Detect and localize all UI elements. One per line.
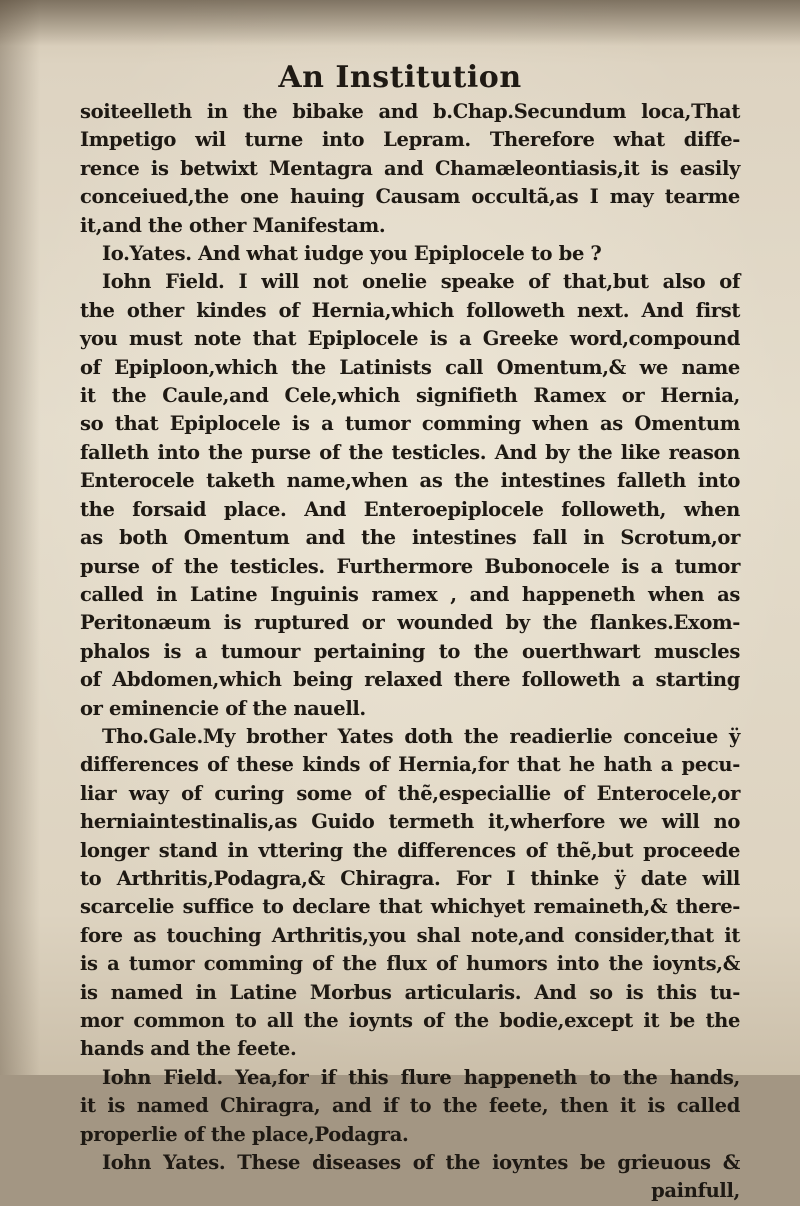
text-line: soiteelleth in the bibake and b.Chap.Secundum loca,That <box>80 100 740 123</box>
text-line: Enterocele taketh name,when as the intestines falleth into <box>80 469 740 493</box>
text-line: as both Omentum and the intestines fall in Scrotum,or <box>80 526 740 550</box>
text-line: falleth into the purse of the testicles. And by the like reason <box>80 440 740 464</box>
text-line: of Abdomen,which being relaxed there followeth a starting <box>80 668 740 692</box>
text-line: Iohn Field. Yea,for if this flure happeneth to the hands, <box>102 1065 740 1089</box>
text-line: purse of the testicles. Furthermore Bubonocele is a tumor <box>80 554 740 578</box>
text-line: or eminencie of the nauell. <box>80 696 366 720</box>
text-line: hands and the feete. <box>80 1037 297 1061</box>
running-head: An Institution <box>278 60 522 95</box>
text-line: Io.Yates. And what iudge you Epiplocele to be ? <box>102 242 602 266</box>
text-line: the other kindes of Hernia,which followeth next. And first <box>80 298 740 322</box>
text-line: to Arthritis,Podagra,& Chiragra. For I thinke ÿ date will <box>80 866 740 890</box>
text-line: Iohn Field. I will not onelie speake of that,but also of <box>102 270 740 294</box>
body-text <box>80 98 740 1206</box>
text-line: fore as touching Arthritis,you shal note,and consider,that it <box>80 923 740 947</box>
text-line: herniaintestinalis,as Guido termeth it,wherfore we will no <box>80 810 740 834</box>
text-line: of Epiploon,which the Latinists call Omentum,& we name <box>80 355 740 379</box>
text-line: longer stand in vttering the differences of thẽ,but proceede <box>80 838 740 862</box>
page-gutter-shadow <box>0 0 40 1075</box>
text-line: differences of these kinds of Hernia,for that he hath a pecu- <box>80 753 740 777</box>
text-line: phalos is a tumour pertaining to the ouerthwart muscles <box>80 639 740 663</box>
text-line: Impetigo wil turne into Lepram. Therefore what diffe- <box>80 128 740 152</box>
text-line: the forsaid place. And Enteroepiplocele followeth, when <box>80 497 740 521</box>
text-line: rence is betwixt Mentagra and Chamæleontiasis,it is easily <box>80 156 740 180</box>
text-line: Iohn Yates. These diseases of the ioyntes be grieuous & <box>102 1151 740 1175</box>
catchword: painfull, <box>651 1179 740 1203</box>
text-line: it is named Chiragra, and if to the feete, then it is called <box>80 1094 740 1118</box>
text-line: Peritonæum is ruptured or wounded by the flankes.Exom- <box>80 611 740 635</box>
text-line: it the Caule,and Cele,which signifieth Ramex or Hernia, <box>80 384 740 408</box>
text-line: it,and the other Manifestam. <box>80 213 386 237</box>
text-line: conceiued,the one hauing Causam occultã,as I may tearme <box>80 185 740 209</box>
text-line: properlie of the place,Podagra. <box>80 1122 409 1146</box>
page-top-shadow <box>0 0 800 46</box>
text-line: so that Epiplocele is a tumor comming when as Omentum <box>80 412 740 436</box>
text-line: you must note that Epiplocele is a Greeke word,compound <box>80 327 740 351</box>
text-line: mor common to all the ioynts of the bodie,except it be the <box>80 1009 740 1032</box>
text-line: scarcelie suffice to declare that whichyet remaineth,& there- <box>80 895 740 919</box>
text-line: Tho.Gale.My brother Yates doth the readierlie conceiue ÿ <box>102 724 740 748</box>
text-line: called in Latine Inguinis ramex , and happeneth when as <box>80 582 740 606</box>
text-line: is a tumor comming of the flux of humors into the ioynts,& <box>80 952 740 976</box>
text-line: is named in Latine Morbus articularis. And so is this tu- <box>80 980 740 1004</box>
text-line: liar way of curing some of thẽ,especiallie of Enterocele,or <box>80 781 740 805</box>
